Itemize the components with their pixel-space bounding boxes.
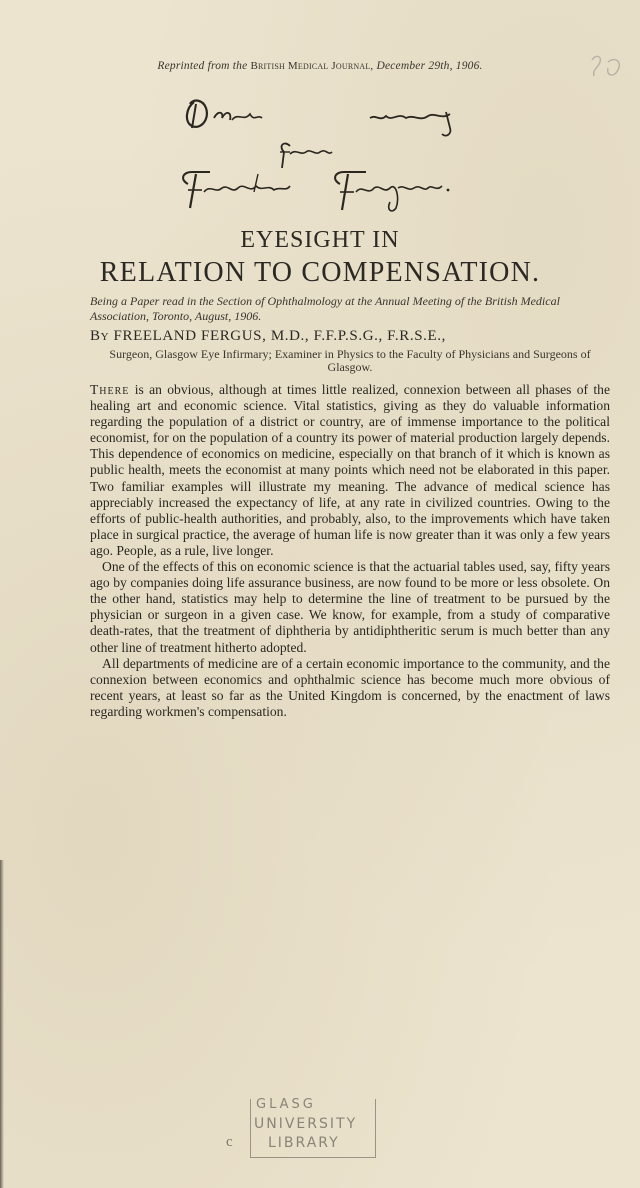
stamp-line-3: LIBRARY — [268, 1135, 340, 1151]
title-line-1: EYESIGHT IN — [240, 227, 400, 253]
author-affiliation: Surgeon, Glasgow Eye Infirmary; Examiner in Physics to the Faculty of Physicians and Surgeons of Glasgow. — [109, 347, 591, 374]
paragraph-1-lead: There — [90, 382, 130, 397]
reprint-prefix: Reprinted from the — [157, 60, 248, 72]
author-name: FREELAND FERGUS, M.D., F.F.P.S.G., F.R.S.E., — [113, 328, 446, 344]
author-line — [90, 328, 610, 345]
library-stamp — [246, 1095, 378, 1163]
author-by: By — [90, 328, 110, 344]
journal-name: British Medical Journal, — [250, 60, 374, 72]
stamp-line-2: UNIVERSITY — [254, 1116, 358, 1132]
handwritten-inscription — [170, 88, 480, 216]
reprint-header — [0, 60, 640, 72]
margin-mark: c — [226, 1134, 233, 1150]
paper-subtitle: Being a Paper read in the Section of Ophthalmology at the Annual Meeting of the British Medical Association, Toronto, August, 1906. — [90, 294, 560, 323]
paragraph-2: One of the effects of this on economic science is that the actuarial tables used, say, fifty years ago by companies doing life assurance business, are now found to be more or less obsolete. On the other hand, statistics may help to determine the line of treatment to be pursued by the physician or surgeon in a given case. We know, for example, from a study of comparative death-rates, that the treatment of diphtheria by antidiphtheritic serum is much better than any other line of treatment hitherto adopted. — [90, 559, 610, 655]
reprint-date: December 29th, 1906. — [376, 60, 483, 72]
binding-shadow — [0, 860, 4, 1188]
stamp-line-1: GLASG — [256, 1097, 316, 1112]
paragraph-3: All departments of medicine are of a certain economic importance to the community, and the connexion between economics and ophthalmic science has become much more obvious of recent years, at least so far as the United Kingdom is concerned, by the enactment of laws regarding workmen's compensation. — [90, 655, 610, 719]
article-body — [90, 382, 610, 720]
title-line-2: RELATION TO COMPENSATION. — [99, 257, 541, 288]
pencil-mark-icon — [586, 52, 626, 86]
paragraph-1-text: is an obvious, although at times little realized, connexion between all phases of the healing art and economic science. Vital statistics, giving as they do valuable information regarding the population of a district or country, are of immense importance to the political economist, for on the population of a country its power of material production largely depends. This dependence of economics on medicine, especially on that branch of it which is known as public health, meets the economist at many points which need not be elaborated in this paper. Two familiar examples will illustrate my meaning. The advance of medical science has appreciably increased the expectancy of life, at any rate in civilized countries. Owing to the efforts of public-health authorities, and probably, also, to the improvements which have taken place in surgical practice, the average of human life is now greater than it was only a few years ago. People, as a rule, live longer. — [90, 382, 610, 558]
paragraph-1 — [90, 382, 610, 559]
